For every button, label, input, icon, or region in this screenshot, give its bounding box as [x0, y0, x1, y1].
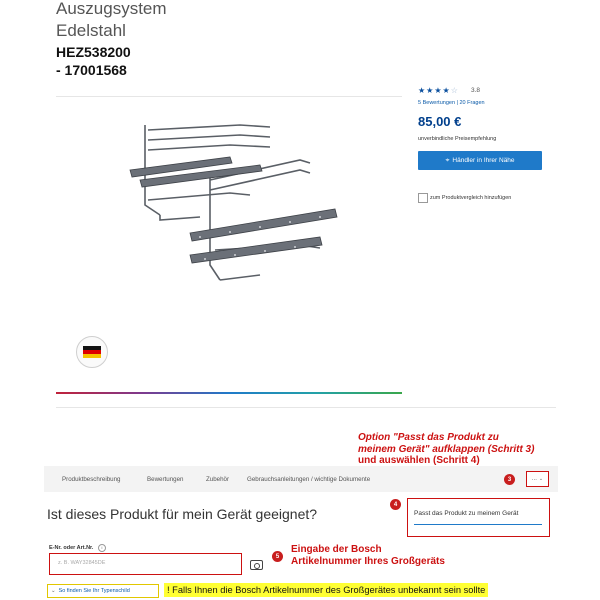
dealer-search-button[interactable]	[418, 151, 542, 170]
fit-button-underline	[414, 524, 542, 525]
made-in-germany-seal	[76, 336, 108, 368]
typeplate-label: So finden Sie Ihr Typenschild	[58, 588, 130, 594]
annotation-step3-4	[358, 432, 534, 467]
compare-label[interactable]: zum Produktvergleich hinzufügen	[430, 195, 512, 201]
chevron-down-icon: ⌄	[51, 588, 56, 594]
fit-question-heading: Ist dieses Produkt für mein Gerät geeignet?	[47, 506, 318, 522]
dealer-search-label: Händler in Ihrer Nähe	[452, 157, 515, 164]
product-price: 85,00 €	[418, 114, 462, 129]
tab-product-description[interactable]: Produktbeschreibung	[62, 476, 121, 483]
divider	[56, 96, 402, 97]
more-label: ...	[531, 476, 537, 482]
product-title-line1: Auszugsystem	[56, 0, 167, 18]
fit-check-button[interactable]: Passt das Produkt zu meinem Gerät	[414, 510, 519, 517]
enr-placeholder: z. B. WAY32845DE	[58, 560, 106, 566]
product-model: HEZ538200	[56, 44, 131, 60]
step-4-badge: 4	[390, 499, 401, 510]
enr-input[interactable]	[49, 553, 242, 575]
bottom-note: ! Falls Ihnen die Bosch Artikelnummer des Großgerätes unbekannt sein sollte	[164, 583, 488, 597]
annotation-line: und auswählen (Schritt 4)	[358, 455, 480, 466]
fit-check-frame	[407, 498, 550, 537]
compare-checkbox[interactable]	[418, 193, 428, 203]
more-tabs-button[interactable]	[526, 471, 549, 487]
annotation-line: meinem Gerät" aufklappen (Schritt 3)	[358, 443, 535, 455]
enr-label: E-Nr. oder Art.Nr. i	[49, 544, 106, 552]
annotation-line: Option "Passt das Produkt zu	[358, 432, 499, 443]
annotation-step5	[291, 544, 445, 567]
info-icon[interactable]: i	[98, 544, 106, 552]
divider	[56, 407, 556, 408]
product-title-line2: Edelstahl	[56, 21, 126, 40]
tab-accessories[interactable]: Zubehör	[206, 476, 230, 483]
typeplate-link[interactable]	[47, 584, 159, 598]
location-pin-icon: ⌖	[445, 156, 450, 164]
price-note: unverbindliche Preisempfehlung	[418, 136, 497, 142]
product-image[interactable]	[120, 105, 360, 295]
tab-reviews[interactable]: Bewertungen	[147, 476, 184, 483]
tab-manuals[interactable]: Gebrauchsanleitungen / wichtige Dokumente	[247, 476, 371, 483]
reviews-link[interactable]: 5 Bewertungen | 20 Fragen	[418, 100, 485, 106]
step-5-badge: 5	[272, 551, 283, 562]
rating-stars[interactable]: ★★★★☆	[418, 86, 459, 95]
product-article-number: - 17001568	[56, 62, 127, 78]
step-3-badge: 3	[504, 474, 515, 485]
annotation-line: Eingabe der Bosch	[291, 544, 382, 555]
camera-icon[interactable]	[250, 560, 263, 570]
annotation-line: Artikelnummer Ihres Großgeräts	[291, 555, 445, 567]
chevron-down-icon: ⌄	[538, 476, 544, 482]
brand-gradient-bar	[56, 392, 402, 394]
german-flag-icon	[83, 346, 101, 358]
rating-value: 3.8	[471, 87, 481, 94]
